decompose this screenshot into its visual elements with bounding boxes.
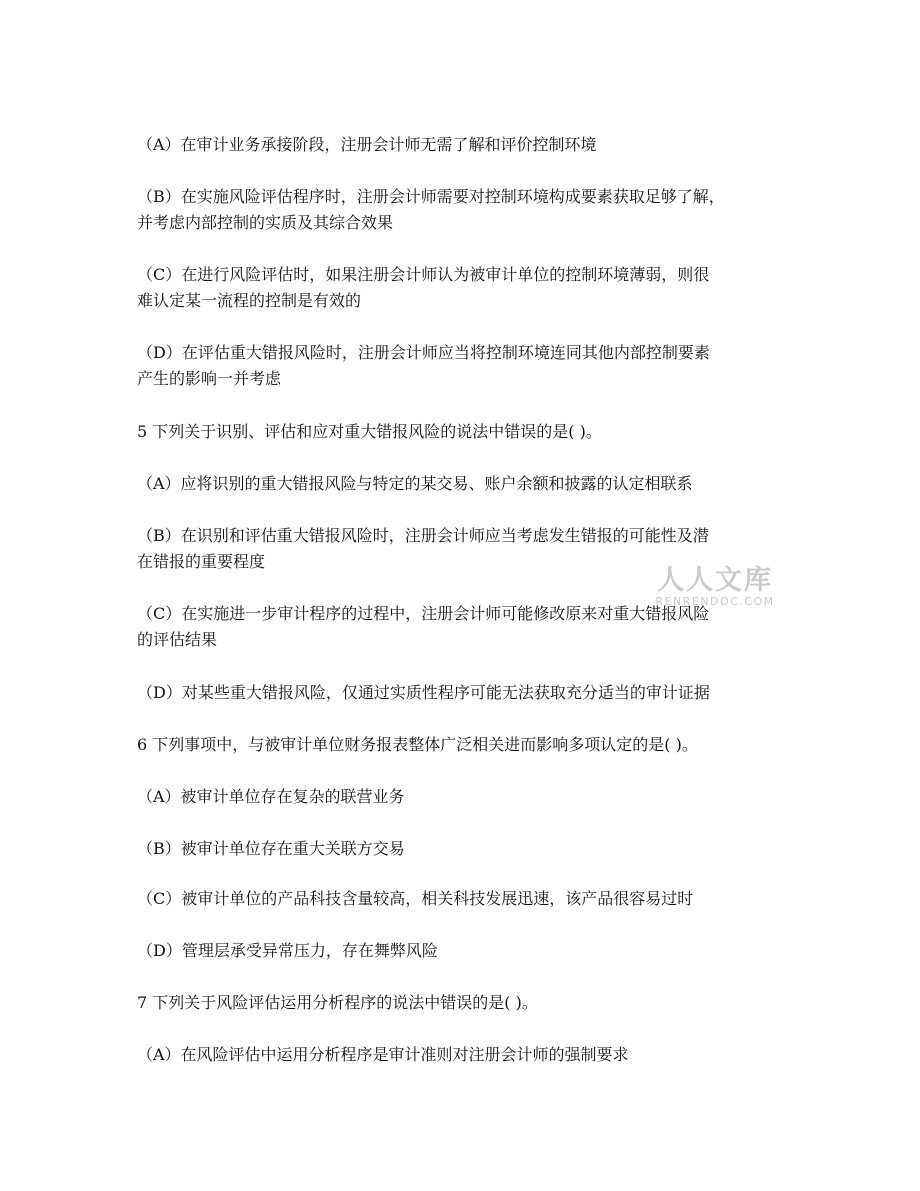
text-line: （D）管理层承受异常压力，存在舞弊风险 bbox=[137, 941, 438, 960]
text-line: 7 下列关于风险评估运用分析程序的说法中错误的是( )。 bbox=[137, 993, 538, 1012]
text-line: 在错报的重要程度 bbox=[137, 552, 266, 571]
text-line: （C）在进行风险评估时，如果注册会计师认为被审计单位的控制环境薄弱，则很 bbox=[137, 265, 710, 284]
q5-option-a bbox=[137, 471, 797, 497]
option-c-paragraph bbox=[137, 262, 797, 314]
text-line: 产生的影响一并考虑 bbox=[137, 369, 282, 388]
q5-option-d bbox=[137, 680, 797, 706]
text-line: （A）被审计单位存在复杂的联营业务 bbox=[137, 787, 405, 806]
q5-option-c bbox=[137, 601, 797, 653]
text-line: 的评估结果 bbox=[137, 630, 218, 649]
text-line: （B）在识别和评估重大错报风险时，注册会计师应当考虑发生错报的可能性及潜 bbox=[137, 526, 709, 545]
question-5 bbox=[137, 419, 797, 445]
option-d-paragraph bbox=[137, 340, 797, 392]
watermark-title: 人人文库 bbox=[657, 565, 773, 596]
text-line: （A）在审计业务承接阶段，注册会计师无需了解和评价控制环境 bbox=[137, 135, 597, 154]
option-a-paragraph bbox=[137, 132, 797, 158]
q6-option-a bbox=[137, 784, 797, 810]
question-7 bbox=[137, 990, 797, 1016]
text-line: （D）对某些重大错报风险，仅通过实质性程序可能无法获取充分适当的审计证据 bbox=[137, 683, 710, 702]
q6-option-b bbox=[137, 836, 797, 862]
text-line: 难认定某一流程的控制是有效的 bbox=[137, 291, 362, 310]
text-line: 并考虑内部控制的实质及其综合效果 bbox=[137, 213, 394, 232]
text-line: （A）应将识别的重大错报风险与特定的某交易、账户余额和披露的认定相联系 bbox=[137, 474, 693, 493]
q7-option-a bbox=[137, 1042, 797, 1068]
q6-option-d bbox=[137, 938, 797, 964]
watermark-subtitle: RENRENDOC.COM bbox=[655, 595, 775, 608]
text-line: （B）被审计单位存在重大关联方交易 bbox=[137, 839, 405, 858]
text-line: 6 下列事项中，与被审计单位财务报表整体广泛相关进而影响多项认定的是( )。 bbox=[137, 735, 698, 754]
q6-option-c bbox=[137, 886, 797, 912]
text-line: （C）在实施进一步审计程序的过程中，注册会计师可能修改原来对重大错报风险 bbox=[137, 604, 710, 623]
text-line: （A）在风险评估中运用分析程序是审计准则对注册会计师的强制要求 bbox=[137, 1045, 629, 1064]
text-line: （D）在评估重大错报风险时，注册会计师应当将控制环境连同其他内部控制要素 bbox=[137, 343, 710, 362]
text-line: （C）被审计单位的产品科技含量较高，相关科技发展迅速，该产品很容易过时 bbox=[137, 889, 694, 908]
text-line: 5 下列关于识别、评估和应对重大错报风险的说法中错误的是( )。 bbox=[137, 422, 602, 441]
option-b-paragraph bbox=[137, 184, 797, 236]
text-line: （B）在实施风险评估程序时，注册会计师需要对控制环境构成要素获取足够了解， bbox=[137, 187, 725, 206]
q5-option-b bbox=[137, 523, 797, 575]
question-6 bbox=[137, 732, 797, 758]
